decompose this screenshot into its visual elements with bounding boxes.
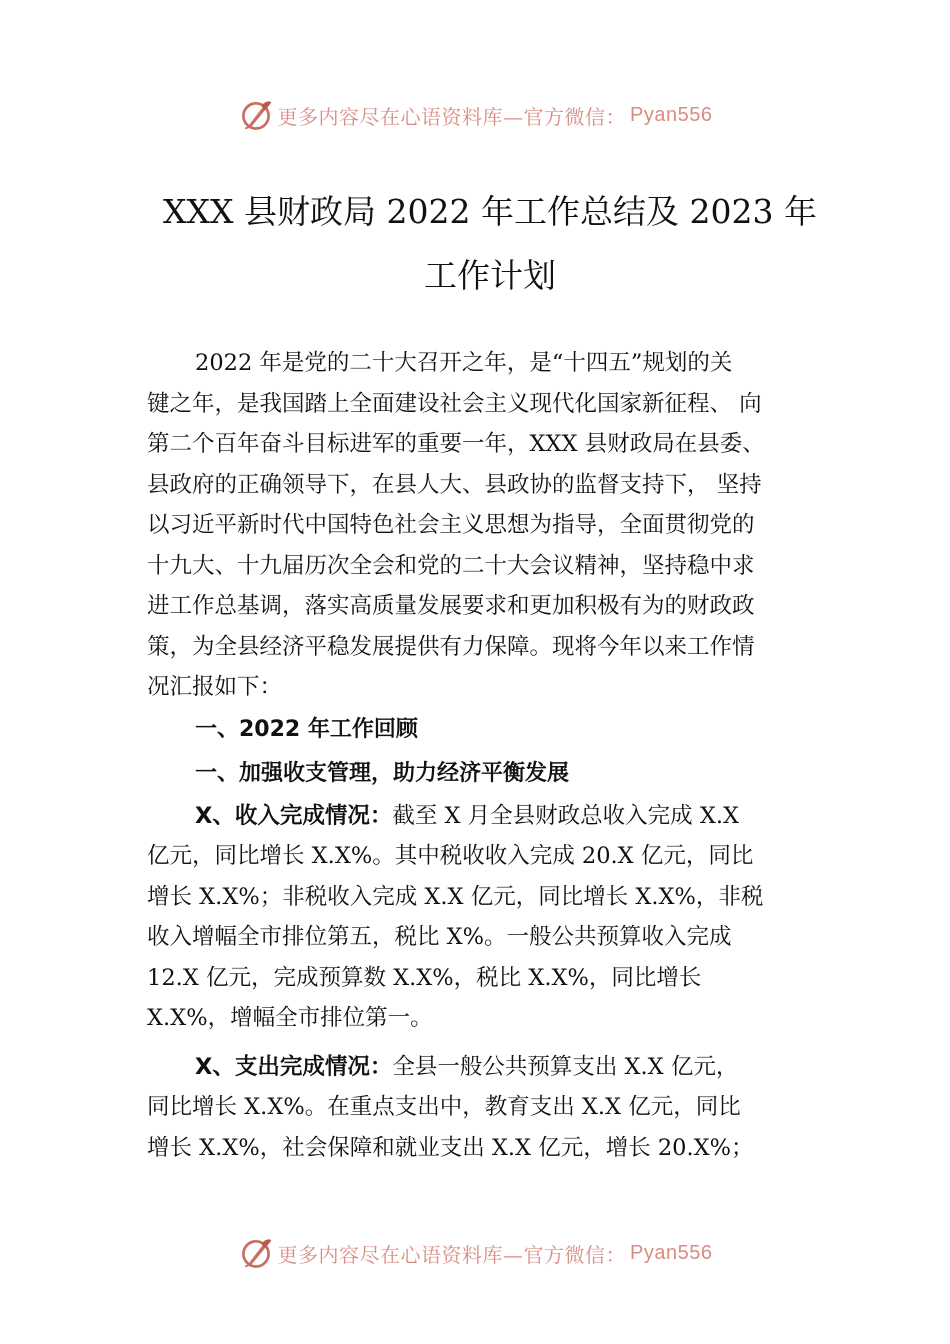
income-line: X.X%，增幅全市排位第一。 [147,1005,433,1031]
intro-paragraph [147,343,837,708]
income-line: 增长 X.X%；非税收入完成 X.X 亿元，同比增长 X.X%，非税 [147,883,764,910]
intro-line: 十九大、十九届历次全会和党的二十大会议精神，坚持稳中求 [147,552,755,579]
quill-logo-icon [238,97,274,133]
watermark-text: 更多内容尽在心语资料库—官方微信： [277,1242,627,1267]
intro-line: 进工作总基调，落实高质量发展要求和更加积极有为的财政政 [147,593,755,619]
quill-logo-icon [238,1235,274,1271]
intro-line: 键之年，是我国踏上全面建设社会主义现代化国家新征程、 向 [147,390,762,417]
watermark-text: 更多内容尽在心语资料库—官方微信： [277,104,627,129]
income-line: 12.X 亿元，完成预算数 X.X%，税比 X.X%，同比增长 [147,964,702,991]
header-watermark [0,95,950,135]
intro-line: 2022 年是党的二十大召开之年，是“十四五”规划的关 [195,350,733,376]
intro-line: 第二个百年奋斗目标进军的重要一年，XXX 县财政局在县委、 [147,431,765,457]
expense-line: 同比增长 X.X%。在重点支出中，教育支出 X.X 亿元，同比 [147,1094,741,1120]
income-line: 收入增幅全市排位第五，税比 X%。一般公共预算收入完成 [147,924,732,950]
footer-watermark [0,1233,950,1273]
paragraph-gap [147,1039,837,1047]
watermark-wechat-id: Pyan556 [630,103,713,126]
expense-first-text: 全县一般公共预算支出 X.X 亿元， [392,1053,739,1080]
expense-label: X、支出完成情况： [195,1053,393,1080]
title-line-1: XXX 县财政局 2022 年工作总结及 2023 年 [163,192,817,231]
intro-line: 县政府的正确领导下，在县人大、县政协的监督支持下， 坚持 [147,471,762,498]
watermark-wechat-id: Pyan556 [630,1241,713,1264]
income-paragraph [147,796,837,1039]
income-first-line [147,796,837,837]
income-line: 亿元，同比增长 X.X%。其中税收收入完成 20.X 亿元，同比 [147,843,754,869]
income-first-text: 截至 X 月全县财政总收入完成 X.X [392,802,740,829]
section-heading: 一、2022 年工作回顾 [195,716,418,742]
expense-line: 增长 X.X%，社会保障和就业支出 X.X 亿元，增长 20.X%； [147,1134,754,1161]
subsection-heading: 一、加强收支管理，助力经济平衡发展 [195,760,570,786]
expense-first-line [147,1047,837,1088]
expense-paragraph [147,1047,837,1169]
intro-line: 况汇报如下： [147,674,283,700]
document-body [147,343,837,1168]
document-title [140,180,840,308]
title-line-2: 工作计划 [424,256,556,295]
income-label: X、收入完成情况： [195,802,393,829]
intro-line: 以习近平新时代中国特色社会主义思想为指导，全面贯彻党的 [147,512,755,538]
intro-line: 策，为全县经济平稳发展提供有力保障。现将今年以来工作情 [147,633,755,660]
